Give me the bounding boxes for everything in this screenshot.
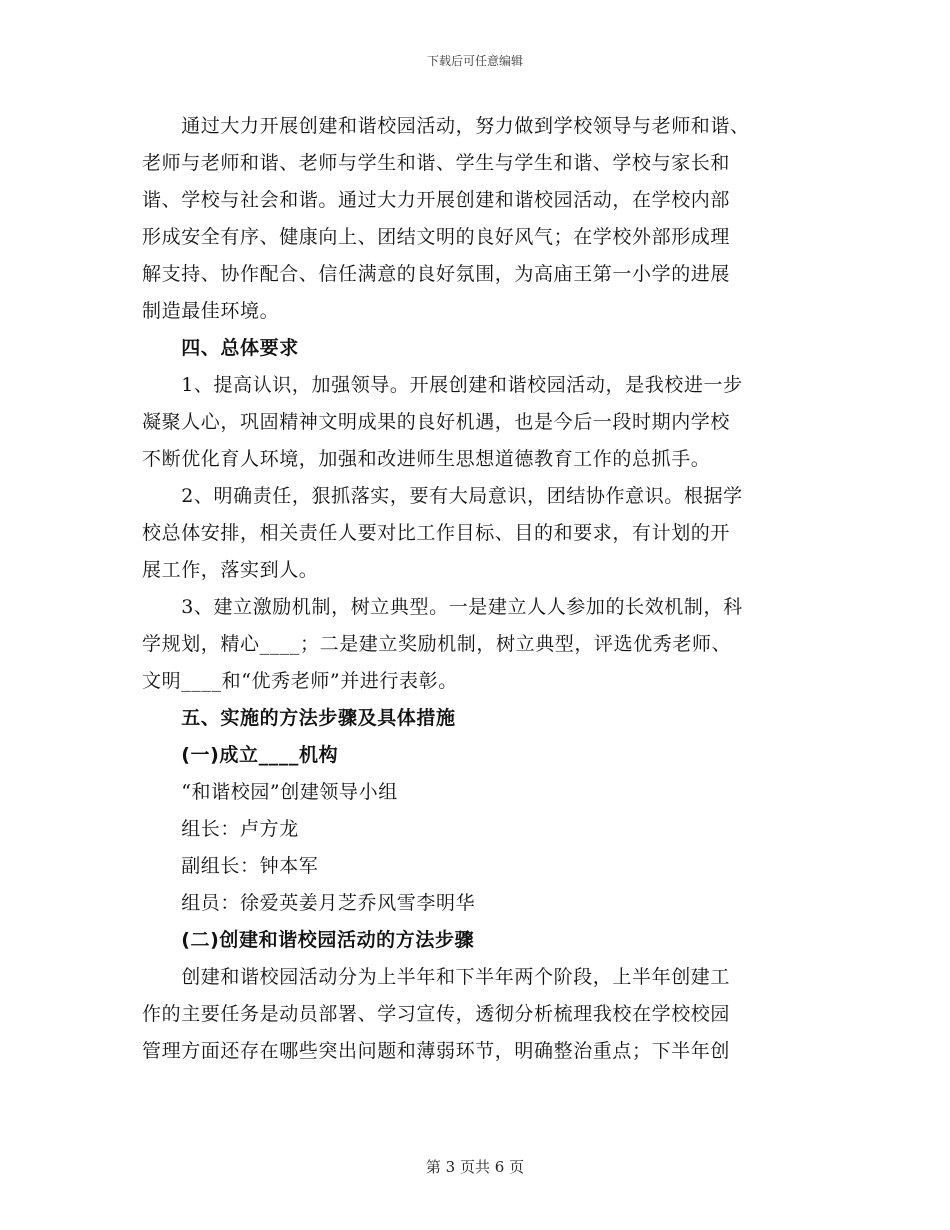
document-body [142,108,810,1070]
text-line: 形成安全有序、健康向上、团结文明的良好风气；在学校外部形成理 [142,226,731,248]
text-line: 谐、学校与社会和谐。通过大力开展创建和谐校园活动，在学校内部 [142,189,731,211]
text-line: “和谐校园”创建领导小组 [142,781,398,803]
text-line: 展工作，落实到人。 [142,559,319,581]
text-line: 作的主要任务是动员部署、学习宣传，透彻分析梳理我校在学校校园 [142,1003,731,1025]
text-line: 学规划，精心____；二是建立奖励机制，树立典型，评选优秀老师、 [142,633,732,655]
section-heading-line: (一)成立____机构 [142,744,339,766]
section-heading-line: (二)创建和谐校园活动的方法步骤 [142,929,475,951]
text-line: 2、明确责任，狠抓落实，要有大局意识，团结协作意识。根据学 [142,485,743,507]
text-line: 管理方面还存在哪些突出问题和薄弱环节，明确整治重点；下半年创 [142,1040,731,1062]
text-line: 解支持、协作配合、信任满意的良好氛围，为高庙王第一小学的进展 [142,263,731,285]
section-heading-line: 四、总体要求 [142,337,299,359]
text-line: 组长：卢方龙 [142,818,299,840]
section-heading-line: 五、实施的方法步骤及具体措施 [142,707,456,729]
text-line: 制造最佳环境。 [142,300,280,322]
page-footer: 第 3 页共 6 页 [425,1158,525,1176]
page-header: 下载后可任意编辑 [426,54,523,68]
text-line: 创建和谐校园活动分为上半年和下半年两个阶段，上半年创建工 [142,966,731,988]
text-line: 不断优化育人环境，加强和改进师生思想道德教育工作的总抓手。 [142,448,711,470]
text-line: 校总体安排，相关责任人要对比工作目标、目的和要求，有计划的开 [142,522,731,544]
text-line: 组员：徐爱英姜月芝乔风雪李明华 [142,892,476,914]
text-line: 1、提高认识，加强领导。开展创建和谐校园活动，是我校进一步 [142,374,743,396]
text-line: 文明____和“优秀老师”并进行表彰。 [142,670,458,692]
text-line: 老师与老师和谐、老师与学生和谐、学生与学生和谐、学校与家长和 [142,152,731,174]
text-line: 凝聚人心，巩固精神文明成果的良好机遇，也是今后一段时期内学校 [142,411,731,433]
text-line: 3、建立激励机制，树立典型。一是建立人人参加的长效机制，科 [142,596,743,618]
text-line: 副组长：钟本军 [142,855,319,877]
text-line: 通过大力开展创建和谐校园活动，努力做到学校领导与老师和谐、 [142,115,750,137]
